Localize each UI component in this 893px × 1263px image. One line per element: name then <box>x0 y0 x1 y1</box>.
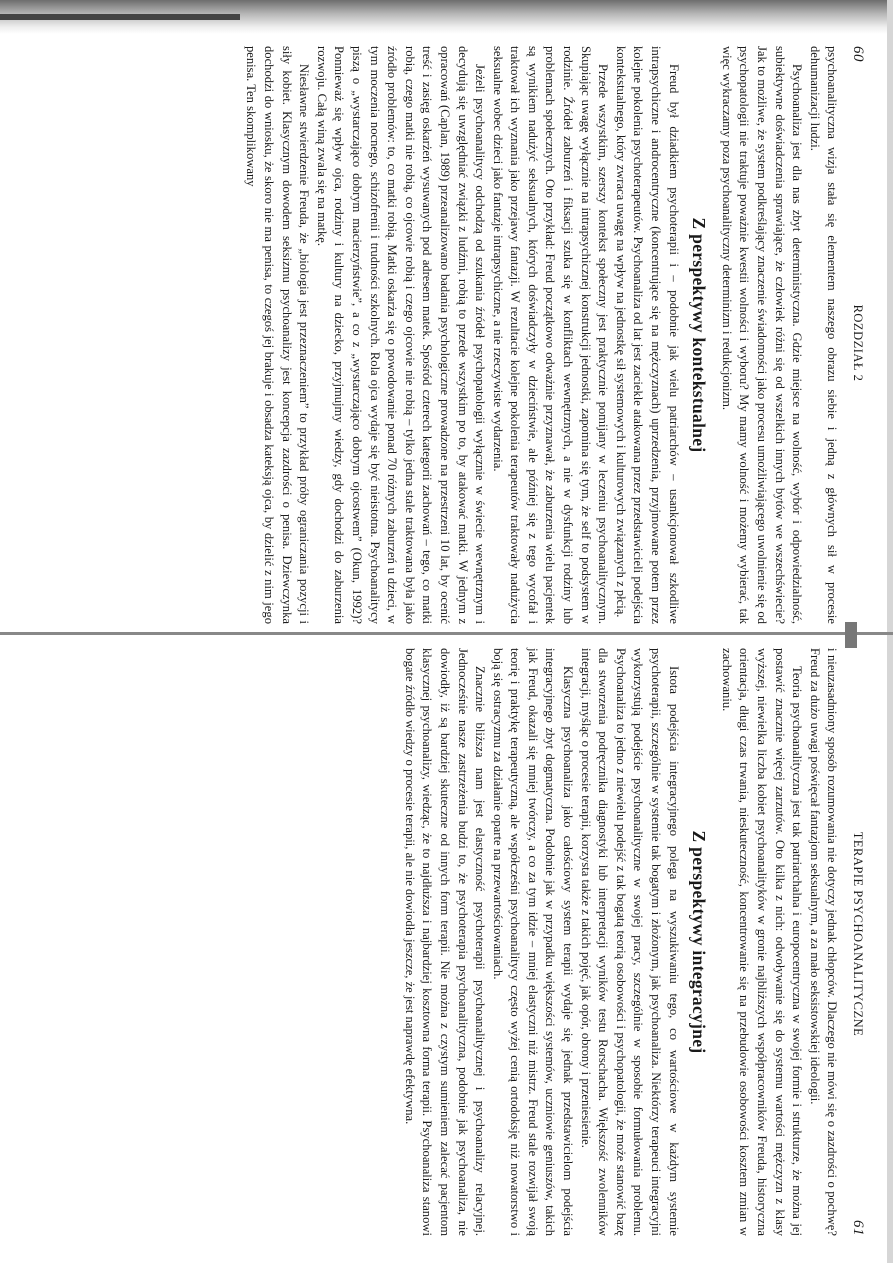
paragraph: Niesławne stwierdzenie Freuda, że „biologia jest przeznaczeniem” to przykład próby ograniczania pozycji i siły kobiet. Klasycznym dowodem seksizmu psychoanalizy jest koncepcja zazdrości o penisa. Dziewczynka dochodzi do wniosku, że skoro nie ma penisa, to czegoś jej brakuje i obsadza kateksją ojca, by dzielić z nim jego penisa. Ten skomplikowany <box>244 46 312 624</box>
page-61-column <box>396 642 870 1242</box>
running-head: ROZDZIAŁ 2 <box>851 304 865 382</box>
paragraph: Klasyczna psychoanaliza jako całościowy system terapii wydaje się jednak przedstawicielom podejścia integracyjnego zbyt dogmatyczna. Podobnie jak w przypadku większości systemów, uczniowie geniuszów, takich jak Freud, okazali się mniej twórczy, a co za tym idzie – mniej elastyczni niż mistrz. Freud stale rozwijał swoją teorię i praktykę terapeutyczną, ale współcześni psychoanalitycy często wyżej cenią ortodoksję niż nowatorstwo i boją się ostracyzmu za działanie oparte na przewartościowaniach. <box>490 648 576 1236</box>
scan-shadow-top <box>0 0 893 34</box>
paragraph: Psychoanaliza jest dla nas zbyt deterministyczna. Gdzie miejsce na wolność, wybór i odpowiedzialność, subiektywne doświadczenia sprawiające, że człowiek różni się od wszelkich innych bytów we wszechświecie? Jak to możliwe, że system podkreślający znaczenie świadomości jako procesu umożliwiającego uwolnienie się od psychopatologii nie traktuje poważnie kwestii wolności i wyboru? My mamy wolność i możemy wybierać, tak więc wykraczamy poza psychoanalityczny determinizm i redukcjonizm. <box>719 46 805 624</box>
running-head: TERAPIE PSYCHOANALITYCZNE <box>851 831 865 1037</box>
page-number: 61 <box>850 1219 866 1236</box>
paragraph: Przede wszystkim, szerszy kontekst społeczny jest praktycznie pomijany w leczeniu psychoanalitycznym. Skupiając uwagę wyłącznie na intrapsychicznej konstrukcji jednostki, zapomina się tym, że self to podsystem w rodzinie. Źródeł zaburzeń i fiksacji szuka się w konfliktach wewnętrznych, a nie w dysfunkcji rodziny lub problemach społecznych. Oto przykład: Freud początkowo odważnie przyznawał, że zaburzenia wielu pacjentek są wynikiem nadużyć seksualnych, których doświadczyły w dzieciństwie, ale później się z tego wycofał i traktował ich wyznania jako przejawy fantazji. W rezultacie kolejne pokolenia terapeutów traktowały nadużycia seksualne wobec dzieci jako fantazje intrapsychiczne, a nie rzeczywiste wydarzenia. <box>490 46 611 624</box>
page-61-rotated-content <box>30 642 870 1242</box>
page-61 <box>30 642 870 1242</box>
page-60-rotated-content <box>30 40 870 630</box>
paragraph: Jeżeli psychoanalitycy odchodzą od szukania źródeł psychopatologii wyłącznie w świecie wewnętrznym i decydują się uwzględniać związki z ludźmi, robią to przede wszystkim po to, by atakować matki. W jednym z opracowań (Caplan, 1989) przeanalizowano badania psychologiczne prowadzone na przestrzeni 10 lat, by ocenić treść i zasięg oskarżeń wysuwanych pod adresem matek. Spośród czterech kategorii zachowań – tego, co matki robią, czego matki nie robią, co ojcowie robią i czego ojcowie nie robią – tylko jedna stale traktowana była jako źródło problemów: to, co matki robią. Matki oskarża się o powodowanie ponad 70 różnych zaburzeń u dzieci, w tym moczenia nocnego, schizofrenii i trudności szkolnych. Rola ojca wydaje się być nieistotna. Psychoanalitycy piszą o „wystarczająco dobrym macierzyństwie”, a co z „wystarczająco dobrym ojcostwem” (Okun, 1992)? Ponnieważ się wpływ ojca, rodziny i kultury na dziecko, przyjmujmy wiedzy, gdy dochodzi do zaburzenia rozwoju. Całą winą zwala się na matkę. <box>314 46 488 624</box>
page-60-column <box>238 40 870 630</box>
paragraph: Teoria psychoanalityczna jest tak patriarchalna i europocentryczna w swojej formie i strukturze, że można jej postawić znacznie więcej zarzutów. Oto kilka z nich: odwoływanie się do systemu wartości mężczyzn z klasy wyższej, niewielka liczba kobiet psychoanalityków w gronie najbliższych współpracowników Freuda, historyczna orientacja, długi czas trwania, nieskuteczność, koncentrowanie się na przebudowie osobowości kosztem zmian w zachowaniu. <box>719 648 805 1236</box>
running-header-left <box>848 46 866 624</box>
paragraph: Istota podejścia integracyjnego polega na wyszukiwaniu tego, co wartościowe w każdym systemie psychoterapii, szczególnie w systemie tak bogatym i złożonym, jak psychoanaliza. Niektórzy terapeuci integracyjni wykorzystują podejście psychoanalityczne w swojej pracy, szczególnie w sposobie formułowania problemu. Psychoanaliza to jedno z niewielu podejść z tak bogatą teorią osobowości i psychopatologii, że może stanowić bazę dla stworzenia podręcznika diagnostyki lub interpretacji wyników testu Rorschacha. Większość zwolenników integracji, myśląc o procesie terapii, korzysta także z takich pojęć, jak opór, obrony i przeniesienie. <box>578 648 681 1236</box>
paragraph: Freud był dziadkiem psychoterapii i – podobnie jak wielu patriarchów – usankcjonował szkodliwe intrapsychiczne i androcentryczne (koncentrujące się na mężczyznach) uprzedzenia, przyjmowane potem przez kolejne pokolenia psychoterapeutów. Psychoanaliza od lat jest zaciekle atakowana przez przedstawicieli podejścia kontekstualnego, który zwraca uwagę na wpływ na jednostkę sił systemowych i kulturowych związanych z płcią. <box>613 46 681 624</box>
paragraph: psychoanalityczna wizja stała się elementem naszego obrazu siebie i jedną z głównych sił w procesie dehumanizacji ludzi. <box>807 46 840 624</box>
section-heading: Z perspektywy integracyjnej <box>689 830 710 1054</box>
section-heading: Z perspektywy kontekstualnej <box>689 217 710 453</box>
page-fold <box>0 632 893 635</box>
paragraph: Znacznie bliższa nam jest elastyczność psychoterapii psychoanalitycznej i psychoanalizy relacyjnej. Jednocześnie nasze zastrzeżenia budzi to, że psychoterapia psychoanalityczna, podobnie jak psychoanaliza, nie dowiodły, iż są bardziej skuteczne od innych form terapii. Nie można z czystym sumieniem zalecać pacjentom klasycznej psychoanalizy, wiedząc, że to najdłuższa i najbardziej kosztowna forma terapii. Psychoanaliza stanowi bogate źródło wiedzy o procesie terapii, ale nie dowiodła jeszcze, że jest naprawdę efektywna. <box>402 648 488 1236</box>
paragraph: i nieuzasadniony sposób rozumowania nie dotyczy jednak chłopców. Dlaczego nie mówi się o zazdrości o pochwę? Freud za dużo uwagi poświęcał fantazjom seksualnym, a za mało seksistowskiej ideologii. <box>807 648 840 1236</box>
scan-streak <box>0 14 240 20</box>
running-header-right <box>848 648 866 1236</box>
page-60 <box>30 40 870 630</box>
page-number: 60 <box>850 46 866 62</box>
